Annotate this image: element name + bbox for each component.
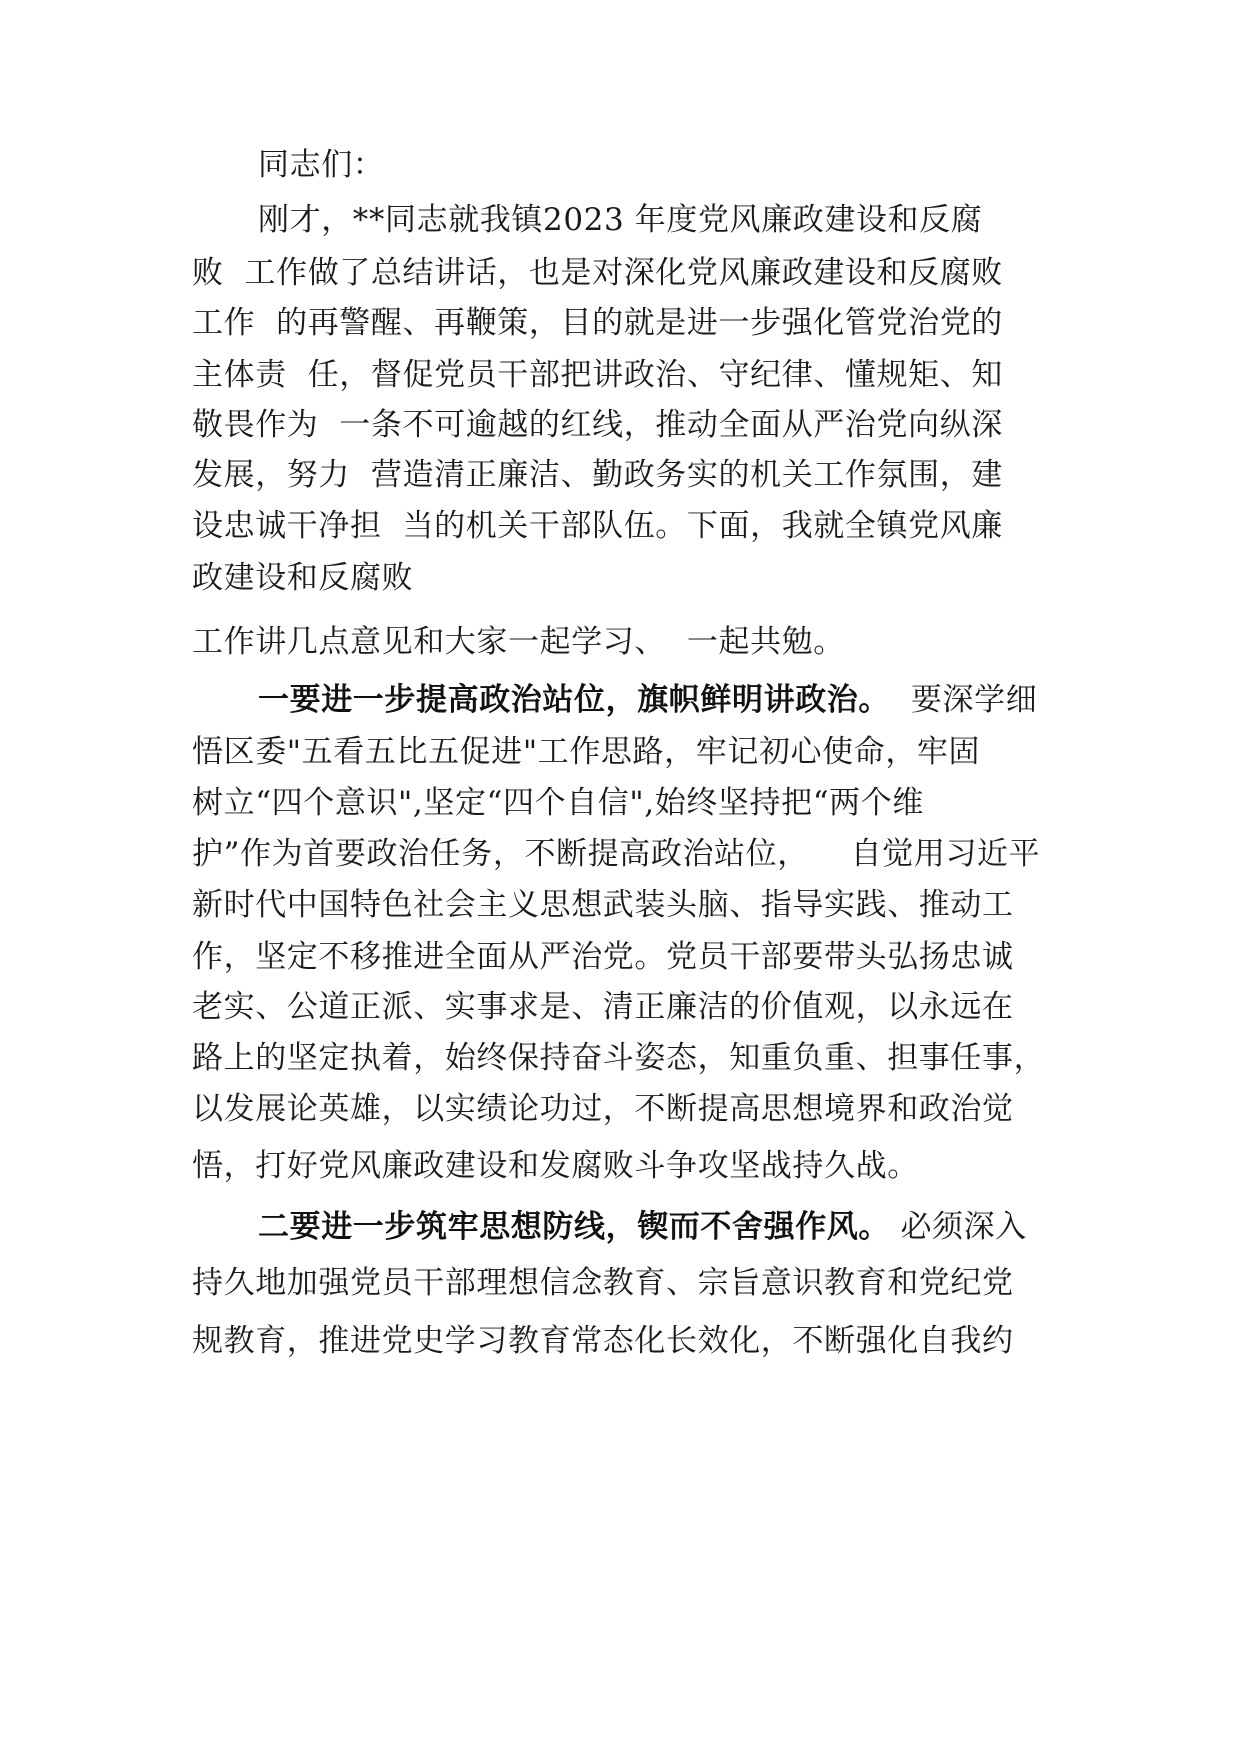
section-1-first-line: [258, 680, 1118, 720]
paragraph-line: 设忠诚干净担 当的机关干部队伍。下面，我就全镇党风廉: [192, 508, 1003, 544]
paragraph-line: 以发展论英雄，以实绩论功过，不断提高思想境界和政治觉: [192, 1091, 1014, 1127]
paragraph-line: 新时代中国特色社会主义思想武装头脑、指导实践、推动工: [192, 887, 1014, 923]
paragraph-line: 路上的坚定执着，始终保持奋斗姿态，知重负重、担事任事，: [192, 1040, 1046, 1076]
paragraph-line: 护”作为首要政治任务，不断提高政治站位， 自觉用习近平: [192, 836, 1041, 872]
paragraph-line: 作，坚定不移推进全面从严治党。党员干部要带头弘扬忠诚: [192, 939, 1014, 975]
paragraph-line: 刚才，**同志就我镇2023 年度党风廉政建设和反腐: [258, 202, 983, 238]
paragraph-line: 发展，努力 营造清正廉洁、勤政务实的机关工作氛围，建: [192, 457, 1003, 493]
paragraph-line: 败 工作做了总结讲话，也是对深化党风廉政建设和反腐败: [192, 255, 1003, 291]
paragraph-line: 政建设和反腐败: [192, 560, 414, 596]
paragraph-line: 规教育，推进党史学习教育常态化长效化，不断强化自我约: [192, 1323, 1014, 1359]
paragraph-line: 工作讲几点意见和大家一起学习、 一起共勉。: [192, 624, 845, 660]
section-1-heading: 一要进一步提高政治站位，旗帜鲜明讲政治。: [258, 682, 890, 718]
paragraph-line: 敬畏作为 一条不可逾越的红线，推动全面从严治党向纵深: [192, 407, 1003, 443]
paragraph-line: 持久地加强党员干部理想信念教育、宗旨意识教育和党纪党: [192, 1265, 1014, 1301]
section-2-heading: 二要进一步筑牢思想防线，锲而不舍强作风。: [258, 1209, 890, 1245]
section-1-lead-text: 要深学细: [890, 682, 1038, 718]
paragraph-line: 树立“四个意识",坚定“四个自信",始终坚持把“两个维: [192, 785, 924, 821]
paragraph-line: 主体责 任，督促党员干部把讲政治、守纪律、懂规矩、知: [192, 357, 1003, 393]
paragraph-line: 悟区委"五看五比五促进"工作思路，牢记初心使命，牢固: [192, 734, 981, 770]
section-2-first-line: [258, 1207, 1118, 1247]
salutation: 同志们：: [258, 147, 385, 183]
paragraph-line: 工作 的再警醒、再鞭策，目的就是进一步强化管党治党的: [192, 305, 1003, 341]
paragraph-line: 老实、公道正派、实事求是、清正廉洁的价值观，以永远在: [192, 989, 1014, 1025]
paragraph-line: 悟，打好党风廉政建设和发腐败斗争攻坚战持久战。: [192, 1148, 919, 1184]
section-2-lead-text: 必须深入: [890, 1209, 1027, 1245]
